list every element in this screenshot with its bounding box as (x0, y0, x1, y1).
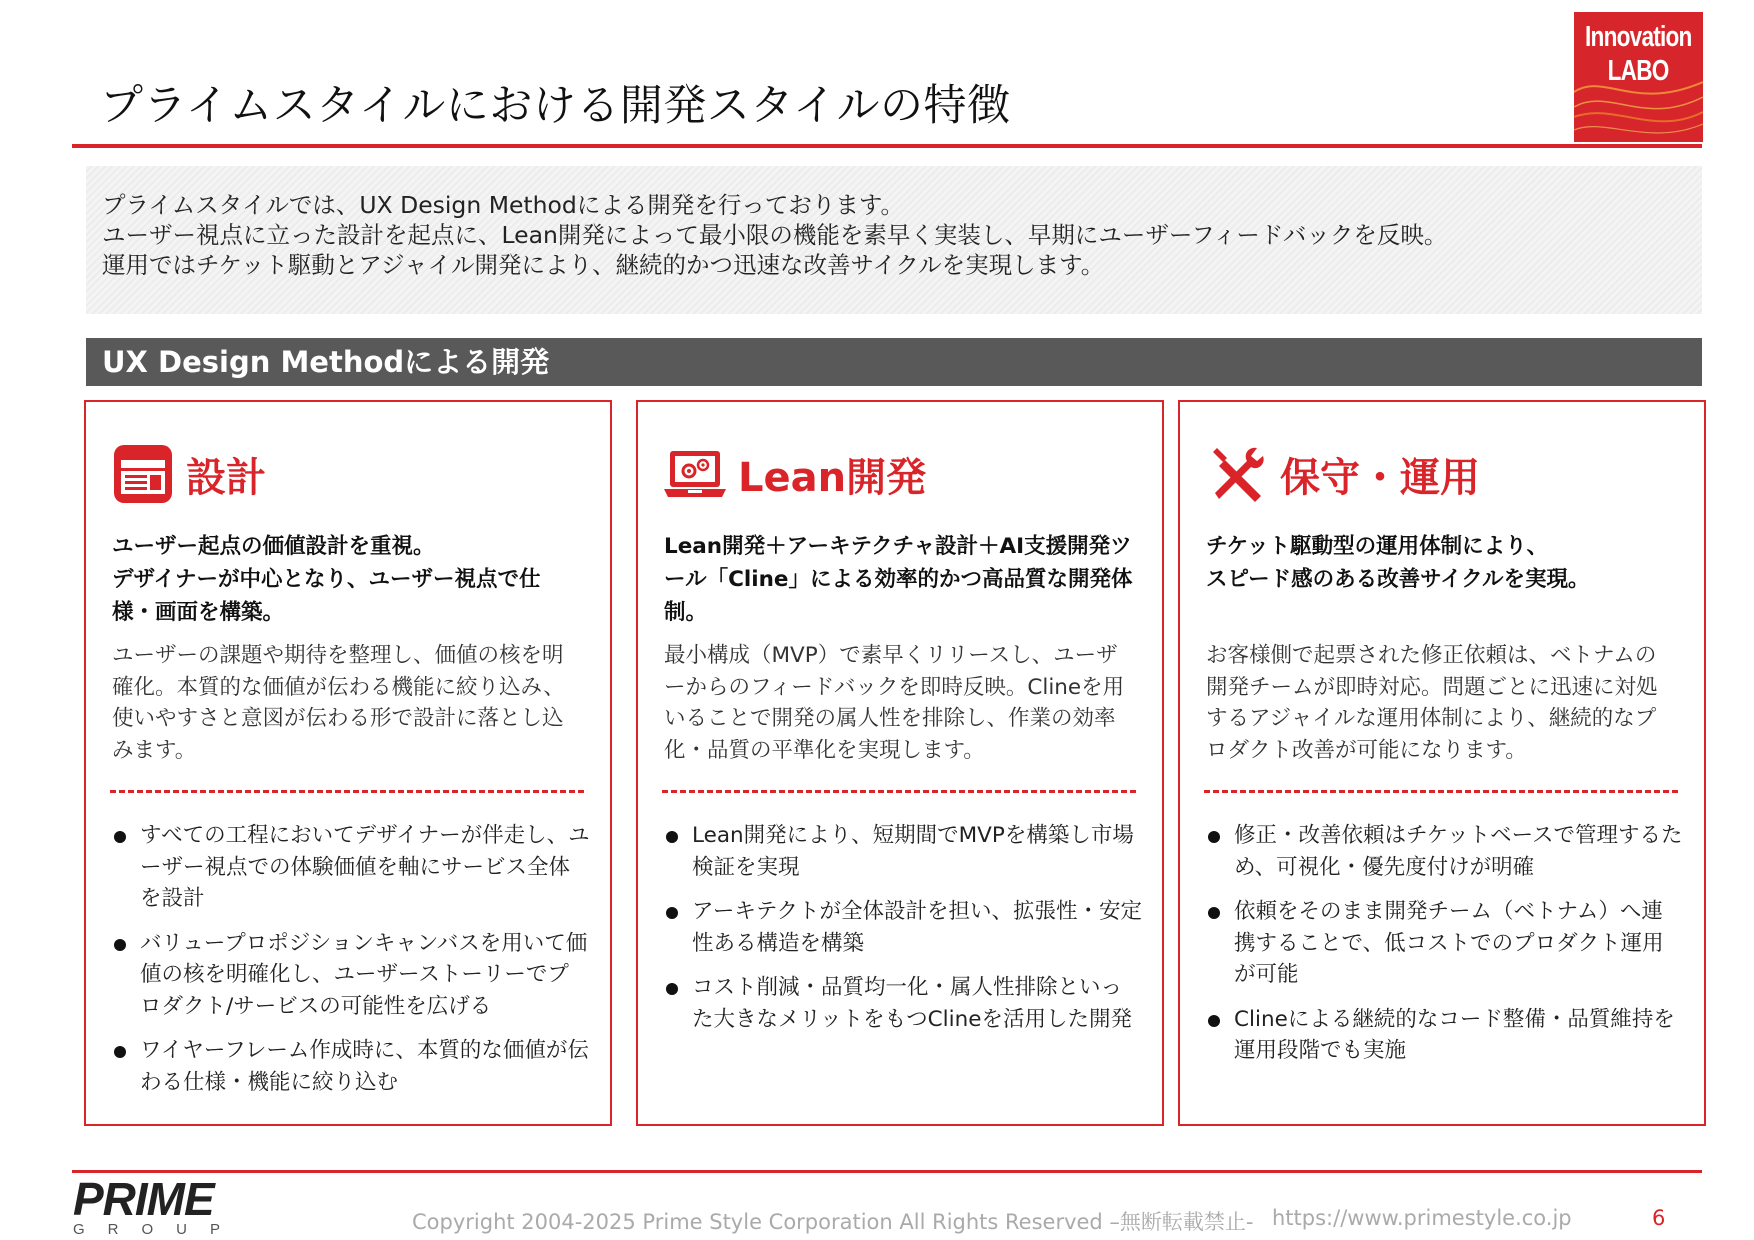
bullet-item: コスト削減・品質均一化・属人性排除といった大きなメリットをもつClineを活用した開発 (664, 972, 1142, 1035)
logo-text-line1: Innovation (1585, 21, 1692, 53)
copyright-text: Copyright 2004-2025 Prime Style Corporation All Rights Reserved –無断転載禁止- (412, 1210, 1254, 1234)
intro-panel (86, 166, 1702, 314)
footer-url: https://www.primestyle.co.jp (1272, 1206, 1572, 1230)
bullet-item: 依頼をそのまま開発チーム（ベトナム）へ連携することで、低コストでのプロダクト運用が可能 (1206, 896, 1684, 991)
card-design (84, 400, 612, 1126)
section-header: UX Design Methodによる開発 (86, 338, 1702, 386)
card-lead: チケット駆動型の運用体制により、 スピード感のある改善サイクルを実現。 (1206, 534, 1590, 592)
bullet-item: Clineによる継続的なコード整備・品質維持を運用段階でも実施 (1206, 1004, 1684, 1067)
footer-divider (72, 1170, 1702, 1173)
logo-text-line2: LABO (1608, 55, 1669, 87)
card-title: Lean開発 (738, 454, 927, 501)
intro-line: ユーザー視点に立った設計を起点に、Lean開発によって最小限の機能を素早く実装し、早期にユーザーフィードバックを反映。 (102, 221, 1448, 249)
title-divider (72, 144, 1702, 148)
dashed-divider (662, 790, 1136, 793)
card-lead: Lean開発＋アーキテクチャ設計＋AI支援開発ツール「Cline」による効率的かつ高品質な開発体制。 (664, 534, 1133, 625)
card-header (662, 442, 926, 506)
bullet-item: バリュープロポジションキャンバスを用いて価値の核を明確化し、ユーザーストーリーでプロダクト/サービスの可能性を広げる (112, 928, 590, 1023)
dashed-divider (1204, 790, 1678, 793)
prime-group-logo (73, 1173, 244, 1240)
card-title: 設計 (186, 454, 266, 501)
intro-line: 運用ではチケット駆動とアジャイル開発により、継続的かつ迅速な改善サイクルを実現します。 (102, 251, 1105, 279)
card-bullets (112, 820, 590, 1111)
page-number: 6 (1652, 1206, 1666, 1230)
card-body: ユーザーの課題や期待を整理し、価値の核を明確化。本質的な価値が伝わる機能に絞り込み、使いやすさと意図が伝わる形で設計に落とし込みます。 (112, 643, 565, 763)
bullet-item: 修正・改善依頼はチケットベースで管理するため、可視化・優先度付けが明確 (1206, 820, 1684, 883)
layout-icon (110, 441, 176, 507)
page-title: プライムスタイルにおける開発スタイルの特徴 (100, 81, 1011, 131)
dashed-divider (110, 790, 584, 793)
tools-icon (1204, 441, 1270, 507)
bullet-item: ワイヤーフレーム作成時に、本質的な価値が伝わる仕様・機能に絞り込む (112, 1035, 590, 1098)
card-bullets (1206, 820, 1684, 1080)
intro-line: プライムスタイルでは、UX Design Methodによる開発を行っております。 (102, 191, 904, 219)
bullet-item: アーキテクトが全体設計を担い、拡張性・安定性ある構造を構築 (664, 896, 1142, 959)
innovation-labo-logo (1574, 12, 1703, 142)
card-body: お客様側で起票された修正依頼は、ベトナムの開発チームが即時対応。問題ごとに迅速に対処するアジャイルな運用体制により、継続的なプロダクト改善が可能になります。 (1206, 643, 1658, 763)
prime-logo-subtext: GROUP (73, 1221, 244, 1238)
card-body: 最小構成（MVP）で素早くリリースし、ユーザーからのフィードバックを即時反映。Clineを用いることで開発の属人性を排除し、作業の効率化・品質の平準化を実現します。 (664, 643, 1125, 763)
card-lean (636, 400, 1164, 1126)
card-lead: ユーザー起点の価値設計を重視。 デザイナーが中心となり、ユーザー視点で仕様・画面を構築。 (112, 534, 541, 625)
bullet-item: すべての工程においてデザイナーが伴走し、ユーザー視点での体験価値を軸にサービス全体を設計 (112, 820, 590, 915)
card-title: 保守・運用 (1280, 454, 1480, 501)
card-bullets (664, 820, 1142, 1048)
card-header (1204, 442, 1480, 506)
laptop-gears-icon (662, 441, 728, 507)
card-header (110, 442, 266, 506)
card-maintenance (1178, 400, 1706, 1126)
bullet-item: Lean開発により、短期間でMVPを構築し市場検証を実現 (664, 820, 1142, 883)
prime-logo-text: PRIME (73, 1173, 214, 1225)
